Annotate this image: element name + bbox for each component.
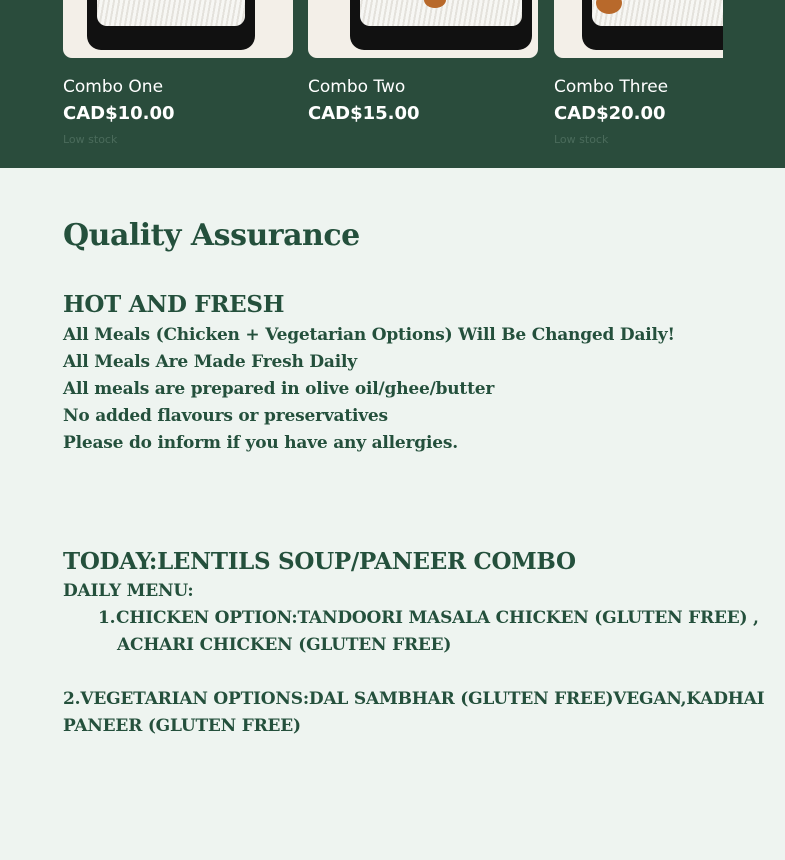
menu-item-chicken-cont: ACHARI CHICKEN (GLUTEN FREE) bbox=[117, 635, 452, 655]
menu-item-number: 1. bbox=[98, 608, 116, 628]
quality-line: All meals are prepared in olive oil/ghee/butter bbox=[63, 379, 495, 399]
product-name[interactable]: Combo Three bbox=[554, 77, 669, 97]
product-price: CAD$10.00 bbox=[63, 103, 175, 124]
product-image[interactable] bbox=[308, 0, 538, 58]
product-image[interactable] bbox=[554, 0, 723, 58]
product-card-combo-three[interactable] bbox=[554, 0, 723, 146]
stock-badge: Low stock bbox=[554, 133, 609, 146]
quality-line: Please do inform if you have any allergies. bbox=[63, 433, 458, 453]
quality-line: All Meals Are Made Fresh Daily bbox=[63, 352, 357, 372]
product-price: CAD$15.00 bbox=[308, 103, 420, 124]
section-title: Quality Assurance bbox=[63, 218, 360, 253]
product-price: CAD$20.00 bbox=[554, 103, 666, 124]
product-image[interactable] bbox=[63, 0, 293, 58]
daily-menu-label: DAILY MENU: bbox=[63, 581, 194, 601]
menu-item-vegetarian: 2.VEGETARIAN OPTIONS:DAL SAMBHAR (GLUTEN FREE)VEGAN,KADHAI bbox=[63, 689, 765, 709]
today-menu-heading: TODAY:LENTILS SOUP/PANEER COMBO bbox=[63, 548, 576, 575]
menu-item-vegetarian-cont: PANEER (GLUTEN FREE) bbox=[63, 716, 301, 736]
menu-item-chicken: CHICKEN OPTION:TANDOORI MASALA CHICKEN (GLUTEN FREE) , bbox=[116, 608, 759, 628]
product-card-combo-one[interactable] bbox=[63, 0, 293, 146]
quality-line: All Meals (Chicken + Vegetarian Options) Will Be Changed Daily! bbox=[63, 325, 675, 345]
product-name[interactable]: Combo One bbox=[63, 77, 164, 97]
product-card-combo-two[interactable] bbox=[308, 0, 538, 124]
product-carousel bbox=[0, 0, 785, 168]
quality-line: No added flavours or preservatives bbox=[63, 406, 388, 426]
product-name[interactable]: Combo Two bbox=[308, 77, 406, 97]
stock-badge: Low stock bbox=[63, 133, 118, 146]
subtitle-hot-fresh: HOT AND FRESH bbox=[63, 291, 285, 318]
